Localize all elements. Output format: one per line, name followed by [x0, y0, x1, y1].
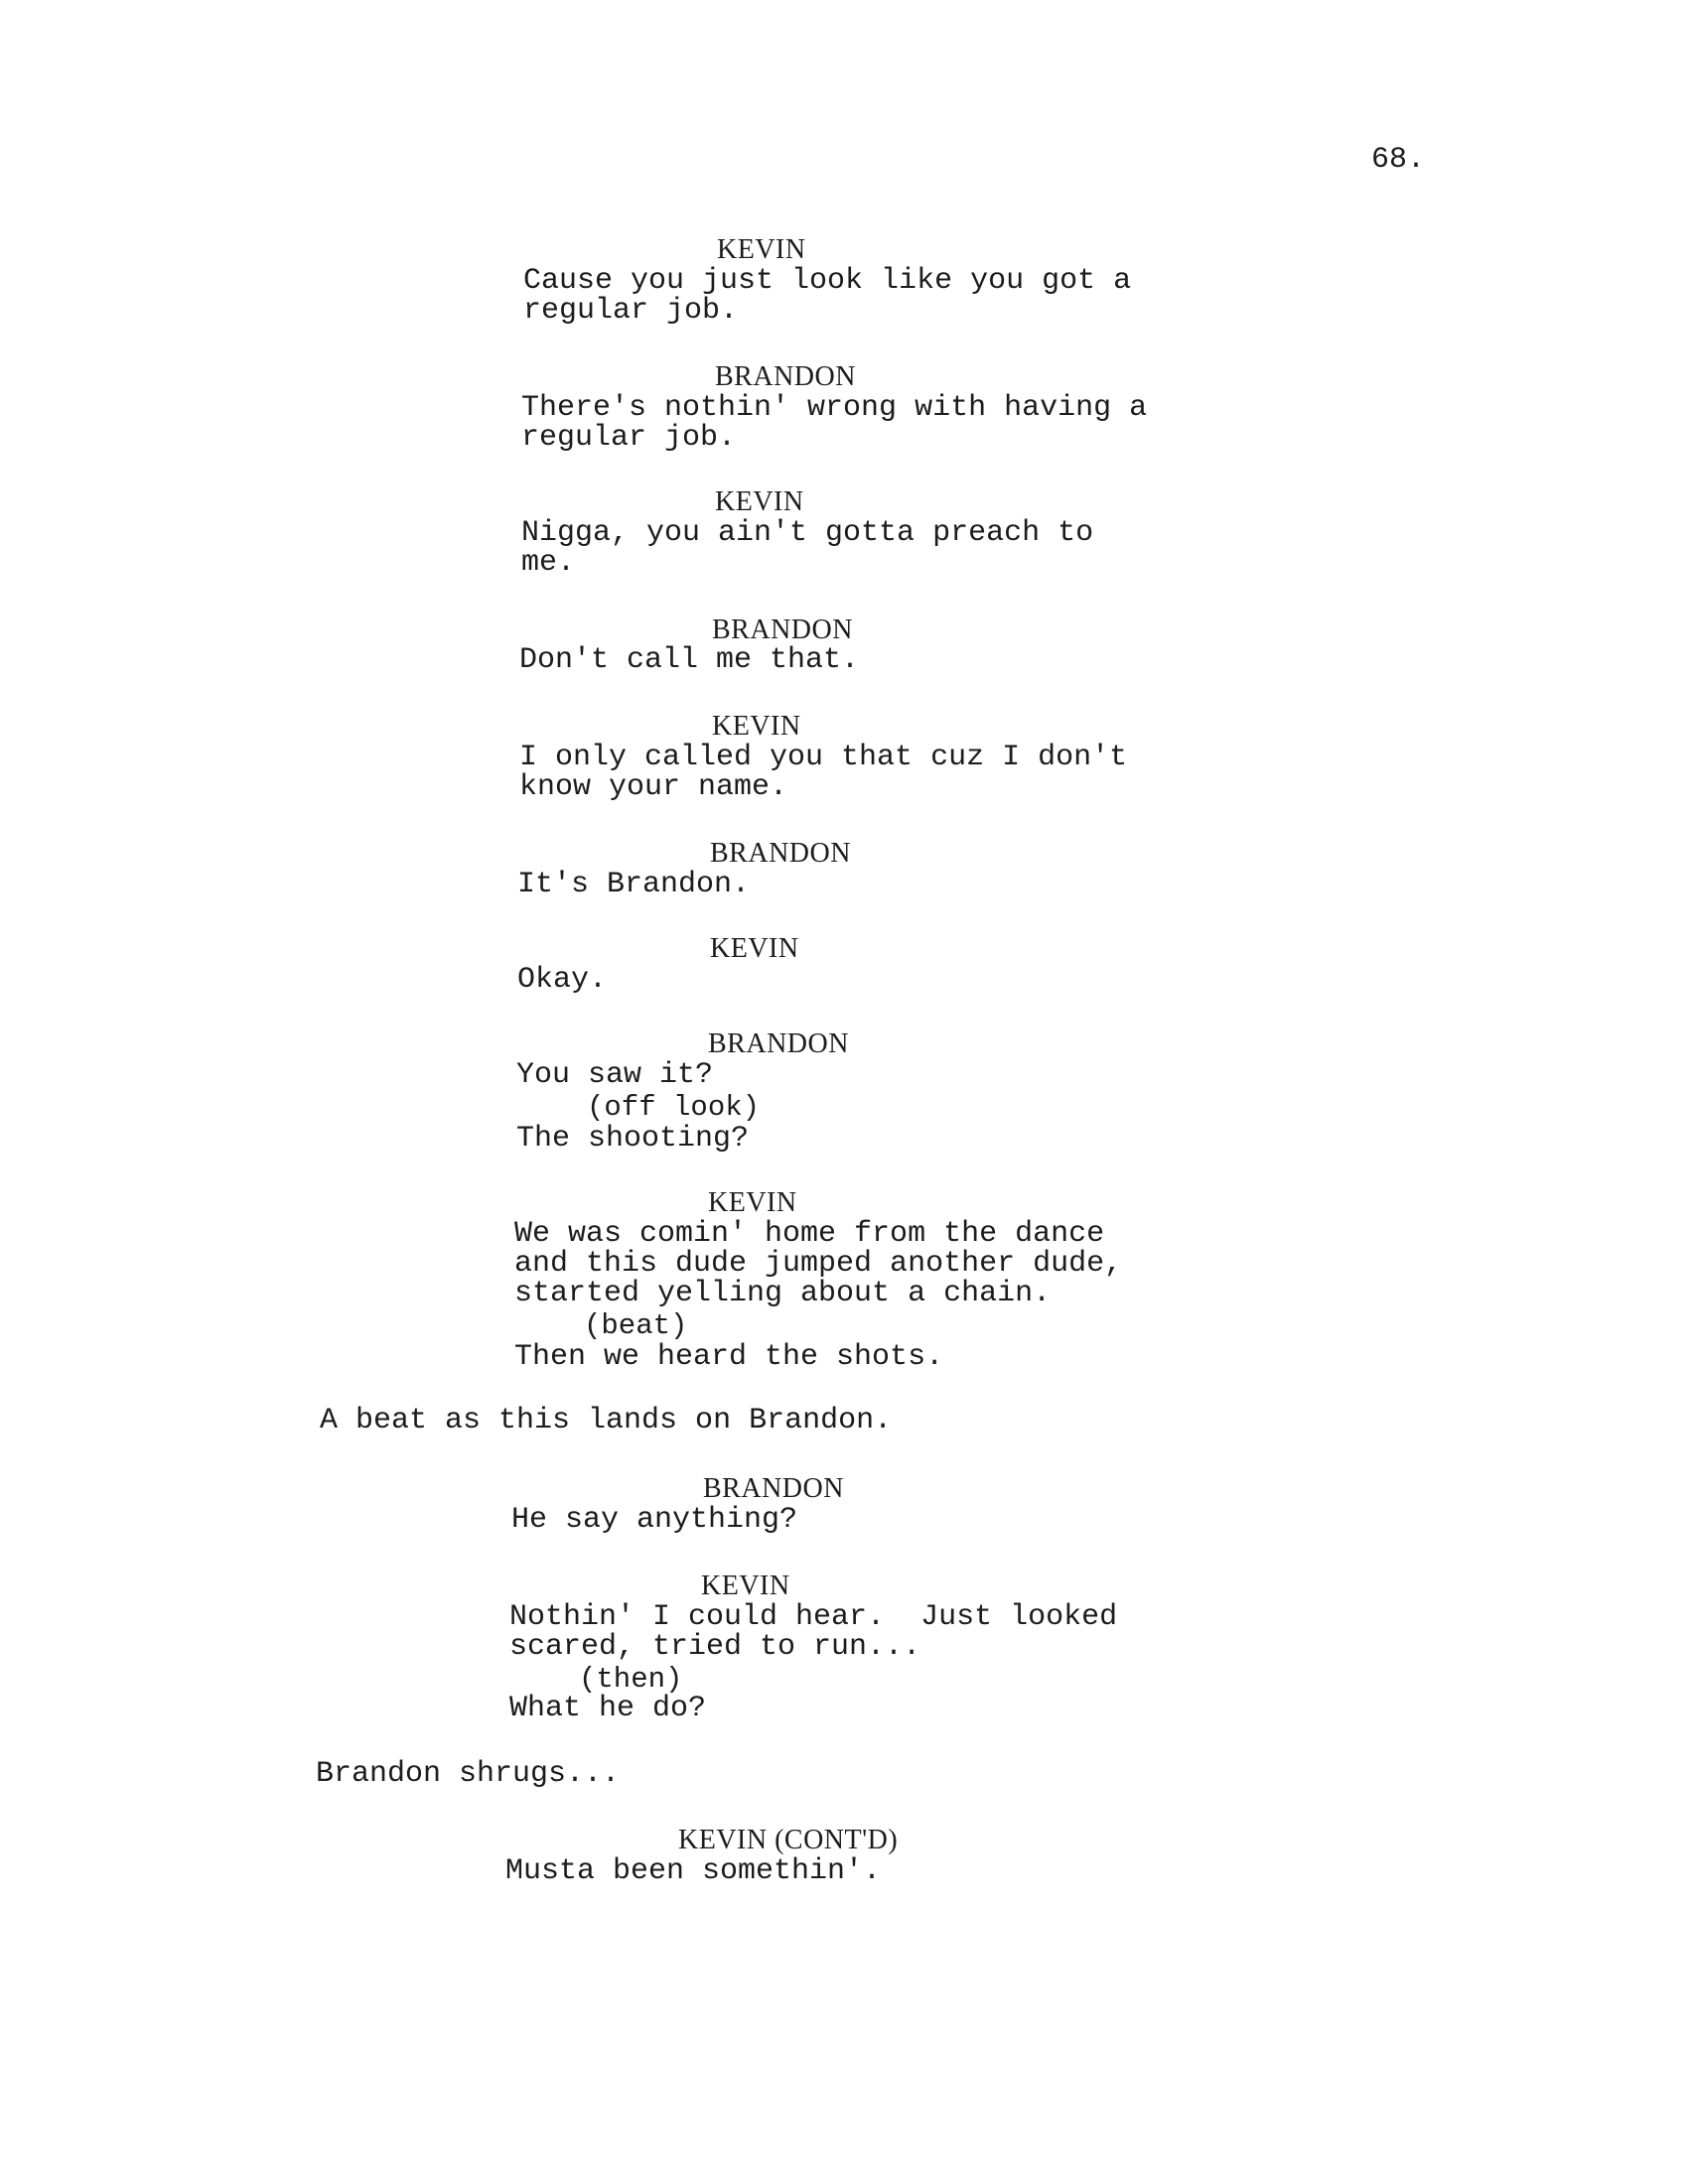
character-cue: KEVIN [715, 486, 804, 517]
dialogue-line: You saw it? [516, 1058, 714, 1092]
parenthetical: (off look) [587, 1091, 761, 1124]
dialogue-line: Okay. [517, 963, 608, 997]
character-cue: KEVIN [712, 711, 801, 742]
dialogue-line: What he do? [509, 1692, 707, 1725]
dialogue-line: I only called you that cuz I don't [519, 741, 1128, 774]
dialogue-line: The shooting? [516, 1122, 750, 1156]
dialogue-line: know your name. [519, 770, 788, 804]
action-line: Brandon shrugs... [316, 1757, 621, 1791]
dialogue-line: There's nothin' wrong with having a [521, 391, 1148, 425]
dialogue-line: Don't call me that. [519, 643, 860, 677]
dialogue-line: regular job. [523, 294, 739, 328]
dialogue-line: It's Brandon. [517, 868, 751, 901]
character-cue: KEVIN [708, 1187, 797, 1218]
character-cue: KEVIN (CONT'D) [678, 1825, 899, 1855]
dialogue-line: We was comin' home from the dance [514, 1217, 1105, 1251]
character-cue: BRANDON [710, 838, 851, 869]
parenthetical: (then) [579, 1663, 683, 1696]
dialogue-line: Nothin' I could hear. Just looked [509, 1600, 1118, 1634]
dialogue-line: Then we heard the shots. [514, 1340, 944, 1374]
dialogue-line: He say anything? [511, 1503, 798, 1537]
character-cue: BRANDON [712, 614, 853, 645]
character-cue: KEVIN [717, 234, 806, 265]
dialogue-line: scared, tried to run... [509, 1630, 921, 1664]
character-cue: BRANDON [703, 1473, 844, 1504]
dialogue-line: regular job. [521, 421, 737, 455]
dialogue-line: me. [521, 546, 576, 580]
character-cue: BRANDON [715, 361, 856, 392]
page-number: 68. [1371, 143, 1426, 177]
dialogue-line: Musta been somethin'. [505, 1854, 882, 1888]
character-cue: KEVIN [710, 933, 799, 964]
parenthetical: (beat) [584, 1309, 688, 1342]
dialogue-line: Cause you just look like you got a [523, 264, 1132, 298]
character-cue: BRANDON [708, 1028, 849, 1059]
character-cue: KEVIN [701, 1570, 790, 1601]
dialogue-line: and this dude jumped another dude, [514, 1247, 1123, 1281]
dialogue-line: Nigga, you ain't gotta preach to [521, 516, 1094, 550]
action-line: A beat as this lands on Brandon. [320, 1404, 893, 1437]
dialogue-line: started yelling about a chain. [514, 1277, 1052, 1310]
